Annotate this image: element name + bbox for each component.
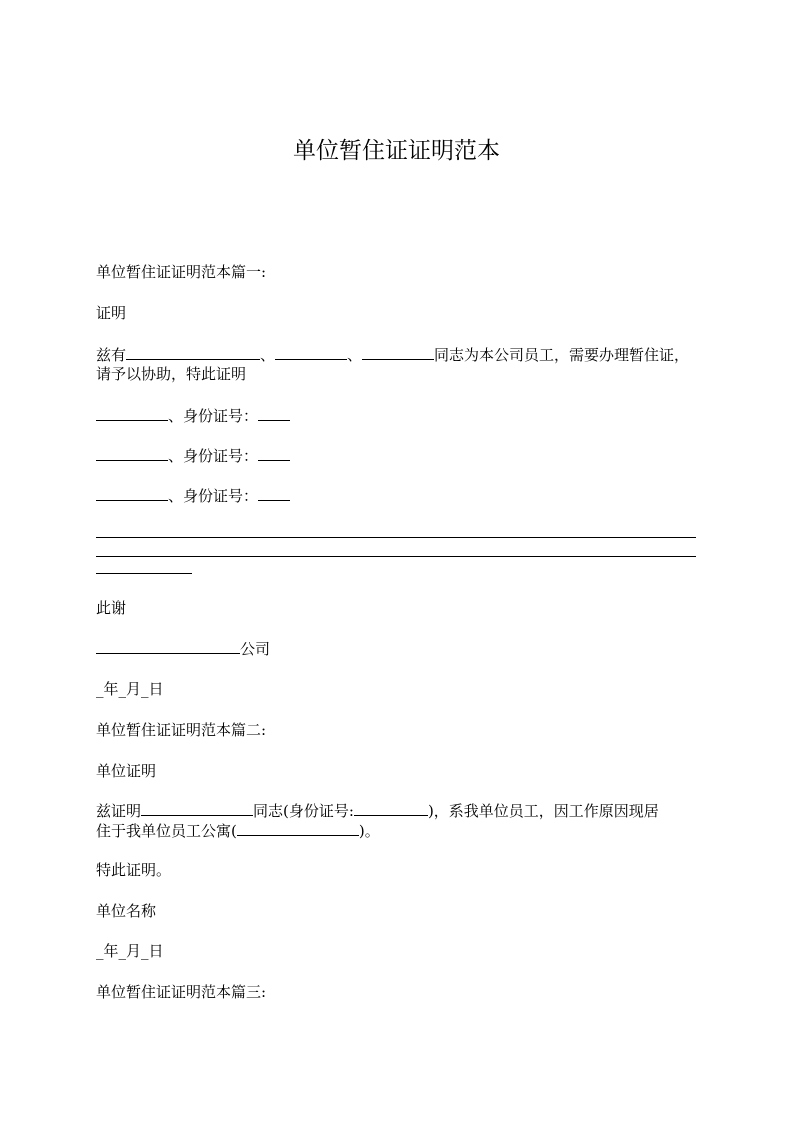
closing-text: 特此证明。 [96,861,172,879]
id-blank [258,486,290,501]
id-label: 、身份证号： [168,447,259,465]
text-e: )。 [358,822,380,840]
section2-heading: 单位暂住证证明范本篇二: [96,721,267,739]
company-line [96,639,270,659]
name-blank-2 [275,345,347,360]
unit-name-label: 单位名称 [96,902,157,920]
blank-line-3 [96,573,192,574]
name-blank [96,406,168,421]
document-title: 单位暂住证证明范本 [293,138,500,164]
intro-suffix: 同志为本公司员工，需要办理暂住证， [434,346,690,364]
text-a: 兹证明 [96,802,142,820]
name-blank-1 [126,345,260,360]
separator: 、 [260,346,276,364]
section2-text-line2 [96,821,380,841]
date-line: _年_月_日 [96,942,164,960]
company-suffix: 公司 [240,640,271,658]
intro-prefix: 兹有 [96,346,127,364]
id-label: 、身份证号： [168,407,259,425]
text-b: 同志(身份证号: [253,802,354,820]
id-blank [258,446,290,461]
thanks-text: 此谢 [96,599,127,617]
id-row-3 [96,486,290,506]
section1-intro-line1 [96,345,689,365]
id-blank [258,406,290,421]
section2-text-line1 [96,801,659,821]
blank-line-2 [96,556,696,557]
address-blank [237,821,359,836]
name-blank [96,486,168,501]
name-blank [141,801,253,816]
section1-intro-line2: 请予以协助，特此证明 [96,365,247,383]
company-blank [96,639,240,654]
section2-cert-label: 单位证明 [96,762,157,780]
section1-heading: 单位暂住证证明范本篇一: [96,263,267,281]
blank-line-1 [96,537,696,538]
text-c: )，系我单位员工，因工作原因现居 [427,802,659,820]
section3-heading: 单位暂住证证明范本篇三: [96,983,267,1001]
id-row-1 [96,406,290,426]
name-blank-3 [362,345,434,360]
id-blank [354,801,428,816]
name-blank [96,446,168,461]
id-label: 、身份证号： [168,487,259,505]
text-d: 住于我单位员工公寓( [96,822,237,840]
section1-cert-label: 证明 [96,304,127,322]
date-line: _年_月_日 [96,680,164,698]
separator: 、 [347,346,363,364]
id-row-2 [96,446,290,466]
